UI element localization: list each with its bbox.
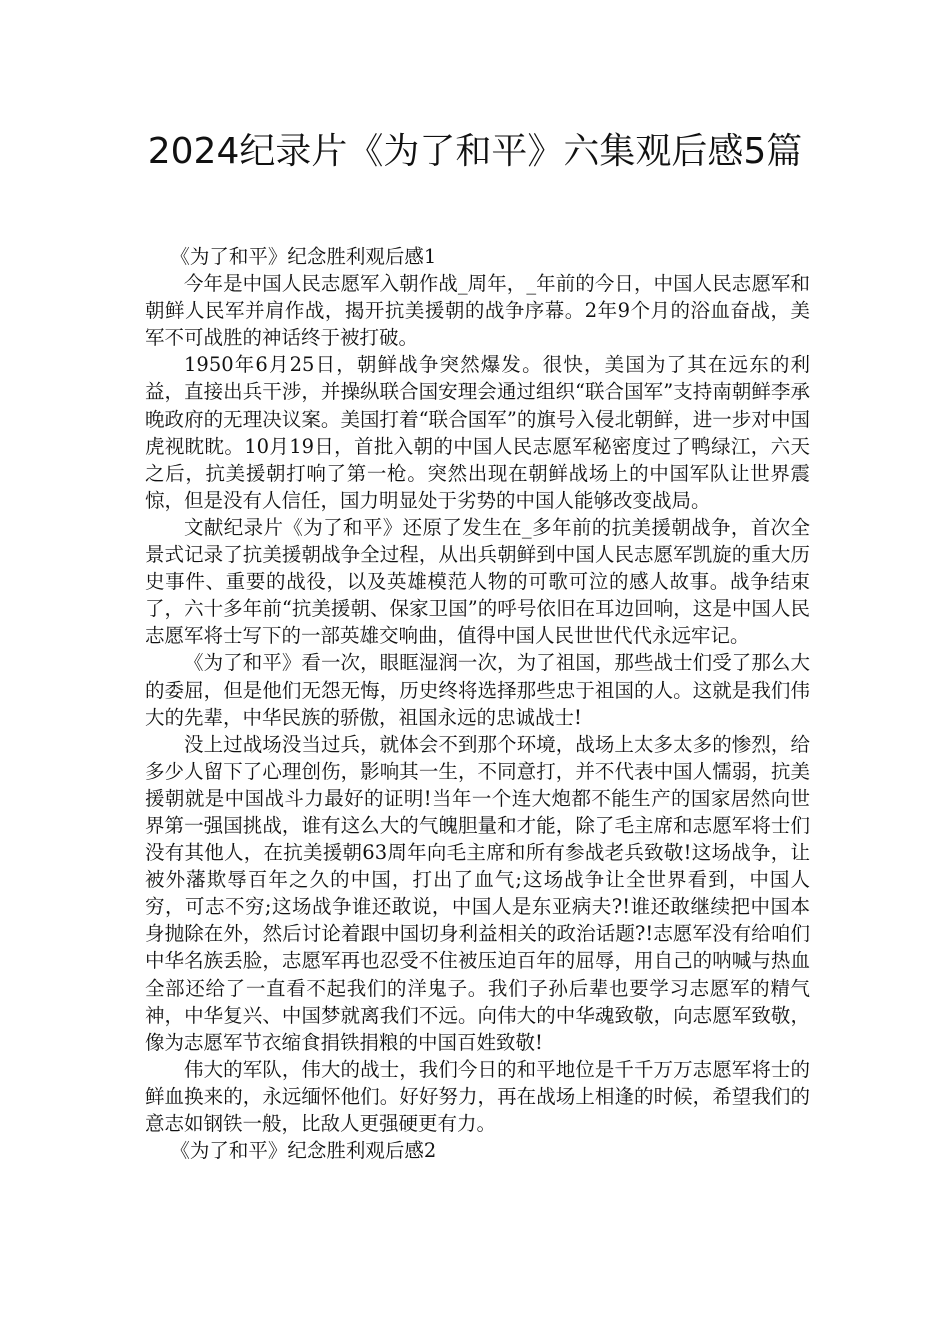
section-heading-2: 《为了和平》纪念胜利观后感2 — [170, 1139, 437, 1163]
paragraph-5: 没上过战场没当过兵，就体会不到那个环境，战场上太多太多的惨烈，给多少人留下了心理创伤，影响其一生，不同意打，并不代表中国人懦弱，抗美援朝就是中国战斗力最好的证明!当年一个连大炮都不能生产的国家居然向世界第一强国挑战，谁有这么大的气魄胆量和才能，除了毛主席和志愿军将士们没有其他人，在抗美援朝63周年向毛主席和所有参战老兵致敬!这场战争，让被外藩欺辱百年之久的中国，打出了血气;这场战争让全世界看到，中国人穷，可志不穷;这场战争谁还敢说，中国人是东亚病夫?!谁还敢继续把中国本身抛除在外，然后讨论着跟中国切身利益相关的政治话题?!志愿军没有给咱们中华名族丢脸，志愿军再也忍受不住被压迫百年的屈辱，用自己的呐喊与热血全部还给了一直看不起我们的洋鬼子。我们子孙后辈也要学习志愿军的精气神，中华复兴、中国梦就离我们不远。向伟大的中华魂致敬，向志愿军致敬，像为志愿军节衣缩食捐铁捐粮的中国百姓致敬! — [145, 732, 810, 1054]
document-title: 2024纪录片《为了和平》六集观后感5篇 — [147, 131, 803, 172]
paragraph-3: 文献纪录片《为了和平》还原了发生在_多年前的抗美援朝战争，首次全景式记录了抗美援朝战争全过程，从出兵朝鲜到中国人民志愿军凯旋的重大历史事件、重要的战役，以及英雄模范人物的可歌可泣的感人故事。战争结束了，六十多年前“抗美援朝、保家卫国”的呼号依旧在耳边回响，这是中国人民志愿军将士写下的一部英雄交响曲，值得中国人民世世代代永远牢记。 — [145, 515, 810, 648]
paragraph-4: 《为了和平》看一次，眼眶湿润一次，为了祖国，那些战士们受了那么大的委屈，但是他们无怨无悔，历史终将选择那些忠于祖国的人。这就是我们伟大的先辈，中华民族的骄傲，祖国永远的忠诚战士! — [145, 651, 810, 729]
paragraph-6: 伟大的军队，伟大的战士，我们今日的和平地位是千千万万志愿军将士的鲜血换来的，永远缅怀他们。好好努力，再在战场上相逢的时候，希望我们的意志如钢铁一般，比敌人更强硬更有力。 — [145, 1057, 810, 1135]
paragraph-2: 1950年6月25日，朝鲜战争突然爆发。很快，美国为了其在远东的利益，直接出兵干涉，并操纵联合国安理会通过组织“联合国军”支持南朝鲜李承晚政府的无理决议案。美国打着“联合国军”的旗号入侵北朝鲜，进一步对中国虎视眈眈。10月19日，首批入朝的中国人民志愿军秘密度过了鸭绿江，六天之后，抗美援朝打响了第一枪。突然出现在朝鲜战场上的中国军队让世界震惊，但是没有人信任，国力明显处于劣势的中国人能够改变战局。 — [145, 353, 810, 512]
paragraph-1: 今年是中国人民志愿军入朝作战_周年，_年前的今日，中国人民志愿军和朝鲜人民军并肩作战，揭开抗美援朝的战争序幕。2年9个月的浴血奋战，美军不可战胜的神话终于被打破。 — [145, 272, 810, 350]
document-body — [145, 243, 810, 1164]
section-heading-1: 《为了和平》纪念胜利观后感1 — [170, 245, 437, 268]
